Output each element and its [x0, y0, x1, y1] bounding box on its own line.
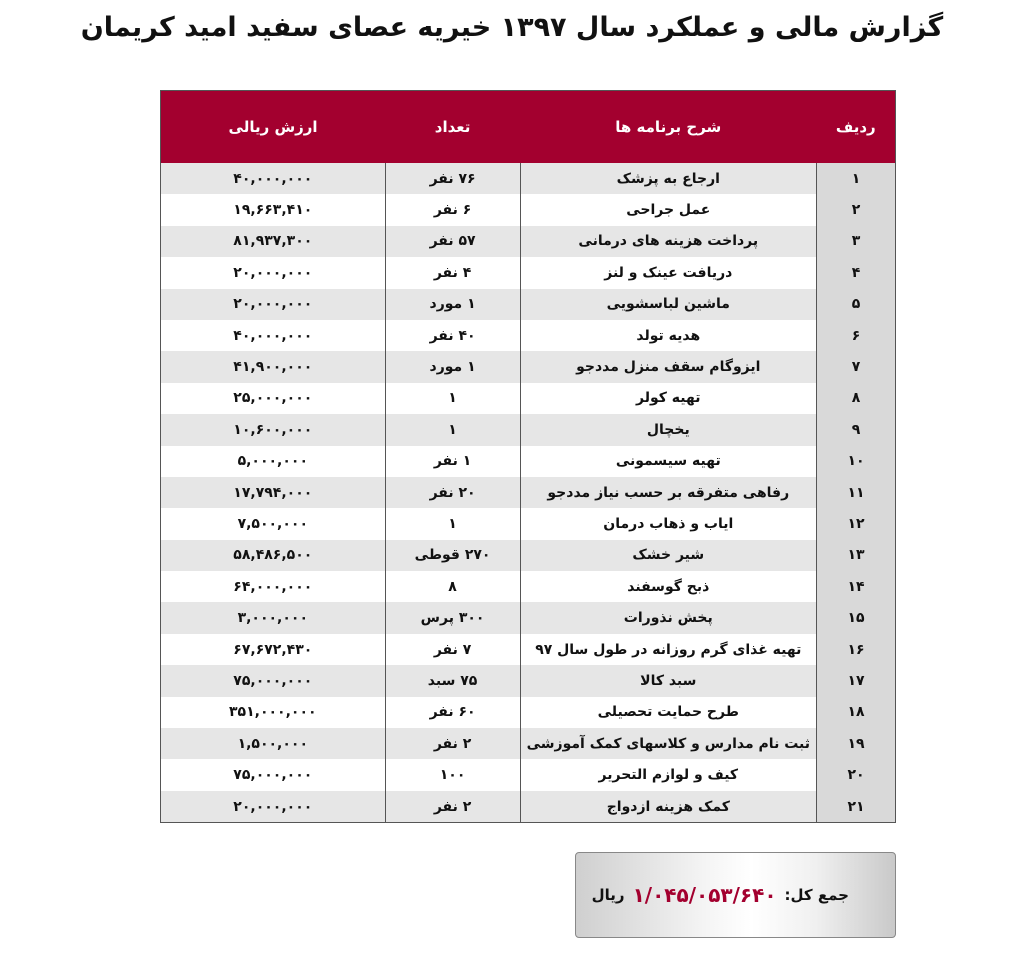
header-value: ارزش ریالی: [228, 118, 318, 136]
header-count: تعداد: [434, 118, 471, 136]
row-description: ثبت نام مدارس و کلاسهای کمک آموزشی: [520, 728, 816, 759]
row-count: ۱۰۰: [385, 759, 520, 790]
row-value: ۲۰,۰۰۰,۰۰۰: [161, 257, 385, 288]
table-row: [161, 257, 895, 288]
row-index: ۴: [817, 257, 896, 288]
row-count: ۷ نفر: [385, 634, 520, 665]
row-count: ۲۷۰ قوطی: [385, 540, 520, 571]
row-index: ۱۹: [817, 728, 896, 759]
table-row: [161, 540, 895, 571]
row-index: ۱۶: [817, 634, 896, 665]
row-count: ۱ مورد: [385, 351, 520, 382]
row-count: ۲ نفر: [385, 728, 520, 759]
row-index: ۱۸: [817, 697, 896, 728]
table-row: [161, 759, 895, 790]
row-index: ۱: [817, 163, 896, 194]
total-box: [575, 852, 896, 938]
row-value: ۱۹,۶۶۳,۴۱۰: [161, 194, 385, 225]
row-value: ۶۴,۰۰۰,۰۰۰: [161, 571, 385, 602]
row-description: ذبح گوسفند: [520, 571, 816, 602]
table-row: [161, 163, 895, 194]
row-description: سبد کالا: [520, 665, 816, 696]
row-description: پرداخت هزینه های درمانی: [520, 226, 816, 257]
row-count: ۴۰ نفر: [385, 320, 520, 351]
table-row: [161, 289, 895, 320]
row-description: تهیه کولر: [520, 383, 816, 414]
row-count: ۱: [385, 383, 520, 414]
table-row: [161, 383, 895, 414]
row-index: ۷: [817, 351, 896, 382]
row-count: ۸: [385, 571, 520, 602]
row-description: کمک هزینه ازدواج: [520, 791, 816, 822]
table-row: [161, 194, 895, 225]
table-row: [161, 665, 895, 696]
row-description: کیف و لوازم التحریر: [520, 759, 816, 790]
table-row: [161, 697, 895, 728]
row-description: یخچال: [520, 414, 816, 445]
row-index: ۸: [817, 383, 896, 414]
row-value: ۳۵۱,۰۰۰,۰۰۰: [161, 697, 385, 728]
table-row: [161, 602, 895, 633]
row-description: ایاب و ذهاب درمان: [520, 508, 816, 539]
table-row: [161, 508, 895, 539]
row-value: ۷۵,۰۰۰,۰۰۰: [161, 665, 385, 696]
total-unit: ریال: [591, 886, 625, 904]
table-row: [161, 320, 895, 351]
row-index: ۱۱: [817, 477, 896, 508]
row-count: ۵۷ نفر: [385, 226, 520, 257]
row-index: ۲۰: [817, 759, 896, 790]
row-value: ۷,۵۰۰,۰۰۰: [161, 508, 385, 539]
row-value: ۲۰,۰۰۰,۰۰۰: [161, 289, 385, 320]
table-row: [161, 351, 895, 382]
table-row: [161, 446, 895, 477]
table-row: [161, 571, 895, 602]
table-row: [161, 728, 895, 759]
table-row: [161, 414, 895, 445]
row-count: ۲۰ نفر: [385, 477, 520, 508]
row-index: ۹: [817, 414, 896, 445]
table-body: [161, 163, 895, 822]
row-index: ۱۰: [817, 446, 896, 477]
table-row: [161, 226, 895, 257]
row-index: ۱۷: [817, 665, 896, 696]
row-description: ایزوگام سقف منزل مددجو: [520, 351, 816, 382]
row-description: پخش نذورات: [520, 602, 816, 633]
row-description: عمل جراحی: [520, 194, 816, 225]
row-description: تهیه سیسمونی: [520, 446, 816, 477]
table-row: [161, 477, 895, 508]
total-amount: ۱/۰۴۵/۰۵۳/۶۴۰: [632, 883, 777, 907]
row-index: ۲: [817, 194, 896, 225]
row-description: تهیه غذای گرم روزانه در طول سال ۹۷: [520, 634, 816, 665]
row-count: ۷۶ نفر: [385, 163, 520, 194]
row-value: ۴۰,۰۰۰,۰۰۰: [161, 320, 385, 351]
row-index: ۳: [817, 226, 896, 257]
row-count: ۲ نفر: [385, 791, 520, 822]
table-row: [161, 791, 895, 822]
row-description: دریافت عینک و لنز: [520, 257, 816, 288]
row-value: ۲۰,۰۰۰,۰۰۰: [161, 791, 385, 822]
row-count: ۶۰ نفر: [385, 697, 520, 728]
row-index: ۱۲: [817, 508, 896, 539]
row-index: ۱۵: [817, 602, 896, 633]
total-label: جمع کل:: [784, 886, 849, 904]
row-description: طرح حمایت تحصیلی: [520, 697, 816, 728]
row-value: ۲۵,۰۰۰,۰۰۰: [161, 383, 385, 414]
report-table: [160, 90, 896, 823]
row-description: ماشین لباسشویی: [520, 289, 816, 320]
row-value: ۸۱,۹۳۷,۳۰۰: [161, 226, 385, 257]
row-value: ۶۷,۶۷۲,۴۳۰: [161, 634, 385, 665]
header-index: ردیف: [835, 118, 876, 136]
table-row: [161, 634, 895, 665]
row-value: ۵۸,۴۸۶,۵۰۰: [161, 540, 385, 571]
row-index: ۲۱: [817, 791, 896, 822]
table-header-row: [161, 91, 895, 163]
row-value: ۳,۰۰۰,۰۰۰: [161, 602, 385, 633]
row-count: ۱ نفر: [385, 446, 520, 477]
row-index: ۶: [817, 320, 896, 351]
row-description: شیر خشک: [520, 540, 816, 571]
row-index: ۱۴: [817, 571, 896, 602]
row-count: ۱: [385, 508, 520, 539]
row-count: ۳۰۰ پرس: [385, 602, 520, 633]
row-count: ۱ مورد: [385, 289, 520, 320]
row-description: ارجاع به پزشک: [520, 163, 816, 194]
row-index: ۵: [817, 289, 896, 320]
page-title: گزارش مالی و عملکرد سال ۱۳۹۷ خیریه عصای سفید امید کریمان: [80, 12, 944, 43]
row-count: ۷۵ سبد: [385, 665, 520, 696]
row-count: ۶ نفر: [385, 194, 520, 225]
row-value: ۱,۵۰۰,۰۰۰: [161, 728, 385, 759]
row-value: ۷۵,۰۰۰,۰۰۰: [161, 759, 385, 790]
row-count: ۱: [385, 414, 520, 445]
row-count: ۴ نفر: [385, 257, 520, 288]
header-description: شرح برنامه ها: [615, 118, 722, 136]
row-description: هدیه تولد: [520, 320, 816, 351]
row-value: ۴۱,۹۰۰,۰۰۰: [161, 351, 385, 382]
row-index: ۱۳: [817, 540, 896, 571]
row-description: رفاهی متفرقه بر حسب نیاز مددجو: [520, 477, 816, 508]
row-value: ۴۰,۰۰۰,۰۰۰: [161, 163, 385, 194]
row-value: ۵,۰۰۰,۰۰۰: [161, 446, 385, 477]
row-value: ۱۰,۶۰۰,۰۰۰: [161, 414, 385, 445]
row-value: ۱۷,۷۹۴,۰۰۰: [161, 477, 385, 508]
